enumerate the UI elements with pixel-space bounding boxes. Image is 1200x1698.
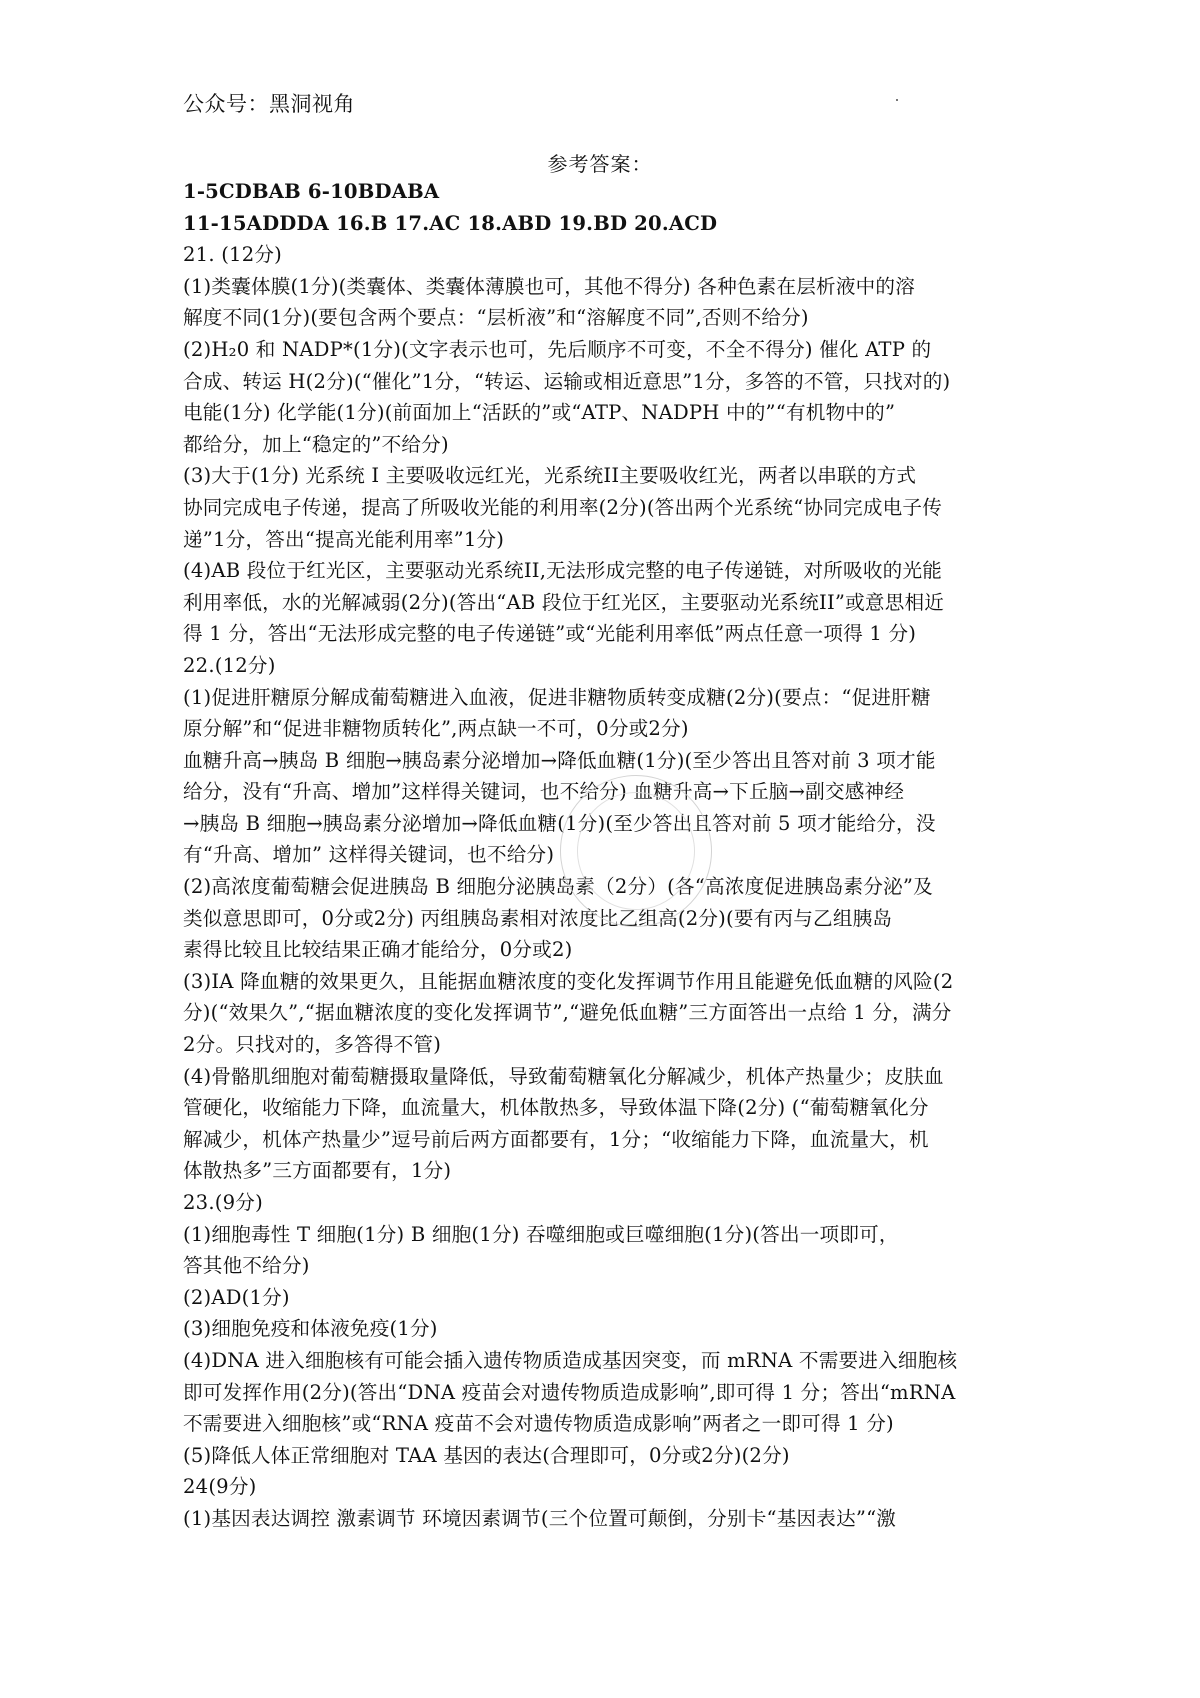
answer-line: 1-5CDBAB 6-10BDABA [183, 180, 440, 203]
answer-line: 11-15ADDDA 16.B 17.AC 18.ABD 19.BD 20.ACD [183, 211, 718, 235]
answer-line: (2)AD(1分) [183, 1285, 290, 1309]
answer-line: (4)AB 段位于红光区，主要驱动光系统II,无法形成完整的电子传递链，对所吸收的光能 [183, 559, 943, 583]
answer-line: 得 1 分，答出“无法形成完整的电子传递链”或“光能利用率低”两点任意一项得 1 分) [183, 622, 917, 646]
answer-line: 血糖升高→胰岛 B 细胞→胰岛素分泌增加→降低血糖(1分)(至少答出且答对前 3 项才能 [183, 748, 936, 772]
answer-line: 答其他不给分) [183, 1254, 310, 1278]
answer-line: 体散热多”三方面都要有，1分) [183, 1159, 452, 1183]
answer-content [183, 176, 1031, 1535]
answer-line: (1)基因表达调控 激素调节 环境因素调节(三个位置可颠倒，分别卡“基因表达”“激 [183, 1506, 897, 1530]
answer-line: 分)(“效果久”,“据血糖浓度的变化发挥调节”,“避免低血糖”三方面答出一点给 1 分，满分 [183, 1001, 952, 1025]
answer-line: (3)大于(1分) 光系统 I 主要吸收远红光，光系统II主要吸收红光，两者以串联的方式 [183, 464, 917, 488]
answer-line: 递”1分，答出“提高光能利用率”1分) [183, 527, 505, 551]
answer-line: 管硬化，收缩能力下降，血流量大，机体散热多，导致体温下降(2分) (“葡萄糖氧化分 [183, 1096, 929, 1120]
answer-line: (5)降低人体正常细胞对 TAA 基因的表达(合理即可，0分或2分)(2分) [183, 1443, 790, 1467]
answer-line: 21. (12分) [183, 243, 283, 267]
answer-line: 电能(1分) 化学能(1分)(前面加上“活跃的”或“ATP、NADPH 中的”“有机物中的” [183, 401, 896, 425]
answer-line: (1)类囊体膜(1分)(类囊体、类囊体薄膜也可，其他不得分) 各种色素在层析液中的溶 [183, 274, 916, 298]
answer-line: 23.(9分) [183, 1191, 263, 1214]
answer-line: 即可发挥作用(2分)(答出“DNA 疫苗会对遗传物质造成影响”,即可得 1 分；答出“mRNA [183, 1380, 956, 1404]
answer-line: 原分解”和“促进非糖物质转化”,两点缺一不可，0分或2分) [183, 717, 689, 741]
answer-line: 22.(12分) [183, 653, 276, 677]
answer-line: 解度不同(1分)(要包含两个要点：“层析液”和“溶解度不同”,否则不给分) [183, 306, 809, 330]
answer-line: 利用率低，水的光解减弱(2分)(答出“AB 段位于红光区，主要驱动光系统II”或意思相近 [183, 590, 945, 614]
answer-line: 2分。只找对的，多答得不管) [183, 1033, 442, 1057]
answer-line: 解减少，机体产热量少”逗号前后两方面都要有，1分；“收缩能力下降，血流量大，机 [183, 1127, 929, 1151]
answer-line: (1)细胞毒性 T 细胞(1分) B 细胞(1分) 吞噬细胞或巨噬细胞(1分)(答出一项即可， [183, 1222, 899, 1246]
source-header: 公众号：黑洞视角 [183, 92, 355, 116]
answer-line: 24(9分) [183, 1475, 257, 1499]
answer-line: 给分，没有“升高、增加”这样得关键词，也不给分) 血糖升高→下丘脑→副交感神经 [183, 780, 905, 804]
answer-line: (4)骨骼肌细胞对葡萄糖摄取量降低，导致葡萄糖氧化分解减少，机体产热量少；皮肤血 [183, 1064, 944, 1088]
answer-line: 协同完成电子传递，提高了所吸收光能的利用率(2分)(答出两个光系统“协同完成电子传 [183, 495, 942, 519]
page-title: 参考答案： [547, 152, 653, 176]
answer-line: (3)IA 降血糖的效果更久，且能据血糖浓度的变化发挥调节作用且能避免低血糖的风险(2 [183, 969, 954, 993]
answer-line: 合成、转运 H(2分)(“催化”1分，“转运、运输或相近意思”1分，多答的不管，只找对的) [183, 369, 951, 393]
answer-line: →胰岛 B 细胞→胰岛素分泌增加→降低血糖(1分)(至少答出且答对前 5 项才能给分，没 [183, 811, 936, 835]
answer-line: (4)DNA 进入细胞核有可能会插入遗传物质造成基因突变，而 mRNA 不需要进入细胞核 [183, 1348, 958, 1372]
scan-speck [896, 99, 898, 101]
answer-line: 不需要进入细胞核”或“RNA 疫苗不会对遗传物质造成影响”两者之一即可得 1 分) [183, 1412, 894, 1436]
answer-line: 有“升高、增加” 这样得关键词，也不给分) [183, 843, 555, 867]
answer-line: 都给分，加上“稳定的”不给分) [183, 432, 449, 456]
answer-line: 类似意思即可，0分或2分) 丙组胰岛素相对浓度比乙组高(2分)(要有丙与乙组胰岛 [183, 906, 893, 930]
answer-line: (2)高浓度葡萄糖会促进胰岛 B 细胞分泌胰岛素（2分）(各“高浓度促进胰岛素分泌”及 [183, 875, 933, 899]
answer-line: (3)细胞免疫和体液免疫(1分) [183, 1317, 438, 1341]
answer-line: 素得比较且比较结果正确才能给分，0分或2) [183, 938, 573, 962]
answer-line: (1)促进肝糖原分解成葡萄糖进入血液，促进非糖物质转变成糖(2分)(要点：“促进肝糖 [183, 685, 931, 709]
answer-line: (2)H₂0 和 NADP*(1分)(文字表示也可，先后顺序不可变，不全不得分) 催化 ATP 的 [183, 337, 932, 361]
